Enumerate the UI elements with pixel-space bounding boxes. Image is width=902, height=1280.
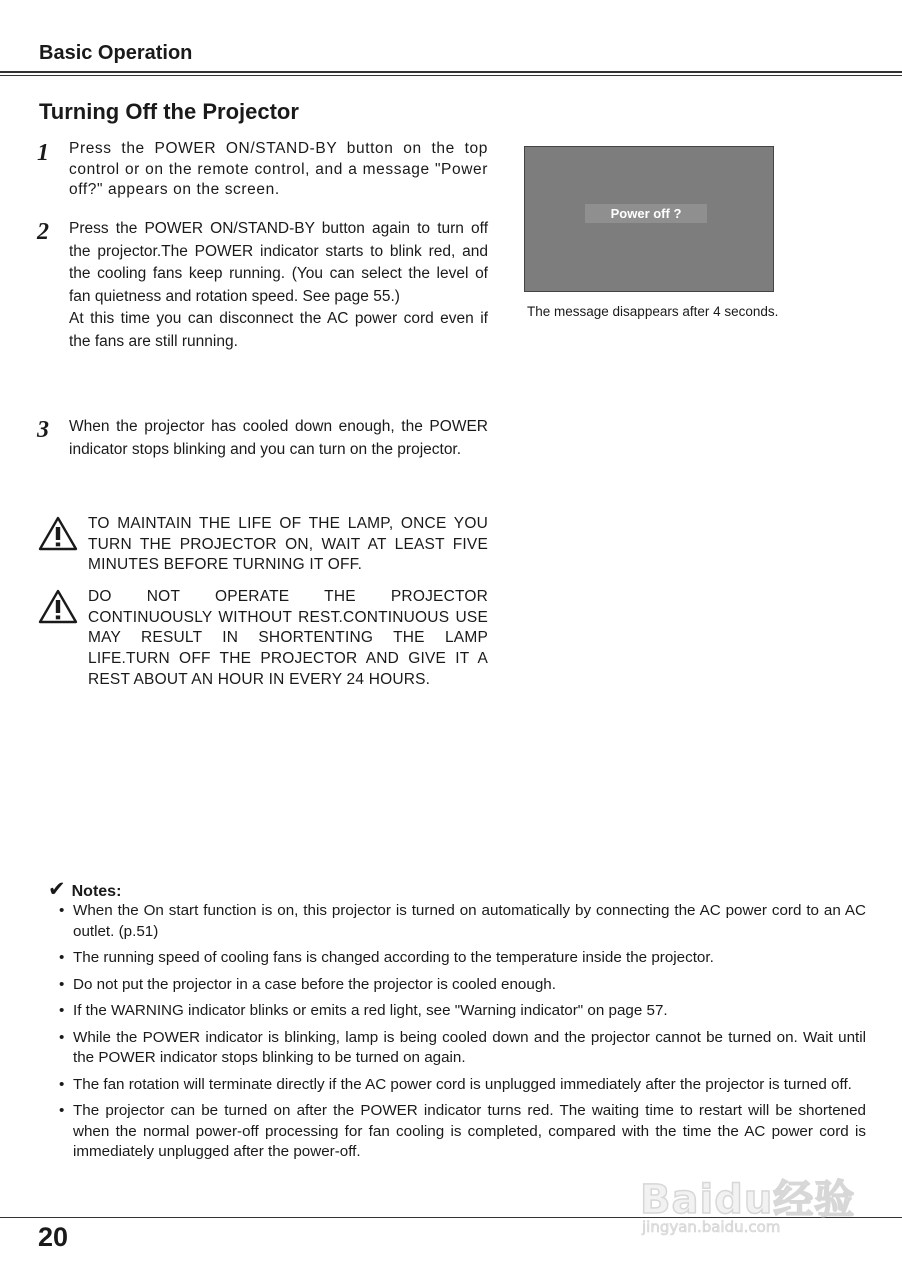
note-item: • The fan rotation will terminate directly if the AC power cord is unplugged immediately after the projector is turned off. xyxy=(59,1075,866,1096)
step-text-continued: At this time you can disconnect the AC power cord even if the fans are still running. xyxy=(69,310,488,350)
warning-text: DO NOT OPERATE THE PROJECTOR CONTINUOUSLY WITHOUT REST.CONTINUOUS USE MAY RESULT IN SHORTENTING THE LAMP LIFE.TURN OFF THE PROJECTOR AND GIVE IT A REST ABOUT AN HOUR IN EVERY 24 HOURS. xyxy=(88,588,488,688)
section-title: Turning Off the Projector xyxy=(39,99,299,124)
watermark-url: jingyan.baidu.com xyxy=(642,1218,781,1236)
note-item: • If the WARNING indicator blinks or emits a red light, see "Warning indicator" on page 57. xyxy=(59,1001,866,1022)
checkmark-icon: ✔ xyxy=(48,878,66,901)
step-number: 3 xyxy=(37,417,49,443)
notes-heading-label: Notes: xyxy=(71,883,122,900)
note-item: • Do not put the projector in a case before the projector is cooled enough. xyxy=(59,975,866,996)
warning-triangle-icon xyxy=(38,516,78,552)
baidu-watermark xyxy=(640,1168,860,1244)
note-item: • The running speed of cooling fans is changed according to the temperature inside the projector. xyxy=(59,948,866,969)
notes-list xyxy=(59,901,866,1169)
note-item: • The projector can be turned on after the POWER indicator turns red. The waiting time to restart will be shortened when the normal power-off processing for fan cooling is completed, compared with the time the AC power cord is immediately unplugged after the power-off. xyxy=(59,1101,866,1163)
step-text: Press the POWER ON/STAND-BY button on the top control or on the remote control, and a message "Power off?" appears on the screen. xyxy=(69,140,488,198)
step-text: When the projector has cooled down enough, the POWER indicator stops blinking and you can turn on the projector. xyxy=(69,418,488,458)
notes-heading xyxy=(48,877,121,902)
note-item: • When the On start function is on, this projector is turned on automatically by connecting the AC power cord to an AC outlet. (p.51) xyxy=(59,901,866,942)
warning-triangle-icon xyxy=(38,589,78,625)
step-number: 1 xyxy=(37,140,49,166)
watermark-logo: Baidu经验 xyxy=(640,1177,856,1223)
header-rule xyxy=(0,71,902,73)
page-number: 20 xyxy=(38,1222,69,1252)
screen-illustration xyxy=(524,146,774,292)
step-number: 2 xyxy=(37,219,49,245)
step-text-block xyxy=(69,218,488,353)
warning-text: TO MAINTAIN THE LIFE OF THE LAMP, ONCE YOU TURN THE PROJECTOR ON, WAIT AT LEAST FIVE MINUTES BEFORE TURNING IT OFF. xyxy=(88,515,488,574)
power-off-message: Power off ? xyxy=(585,204,707,223)
screen-caption: The message disappears after 4 seconds. xyxy=(527,304,779,319)
note-item: • While the POWER indicator is blinking, lamp is being cooled down and the projector cannot be turned on. Wait until the POWER indicator stops blinking to be turned on again. xyxy=(59,1028,866,1069)
header-rule-thin xyxy=(0,75,902,76)
step-text: Press the POWER ON/STAND-BY button again to turn off the projector.The POWER indicator starts to blink red, and the cooling fans keep running. (You can select the level of fan quietness and rotation speed. See page 55.) xyxy=(69,220,488,305)
header-title: Basic Operation xyxy=(39,42,193,64)
